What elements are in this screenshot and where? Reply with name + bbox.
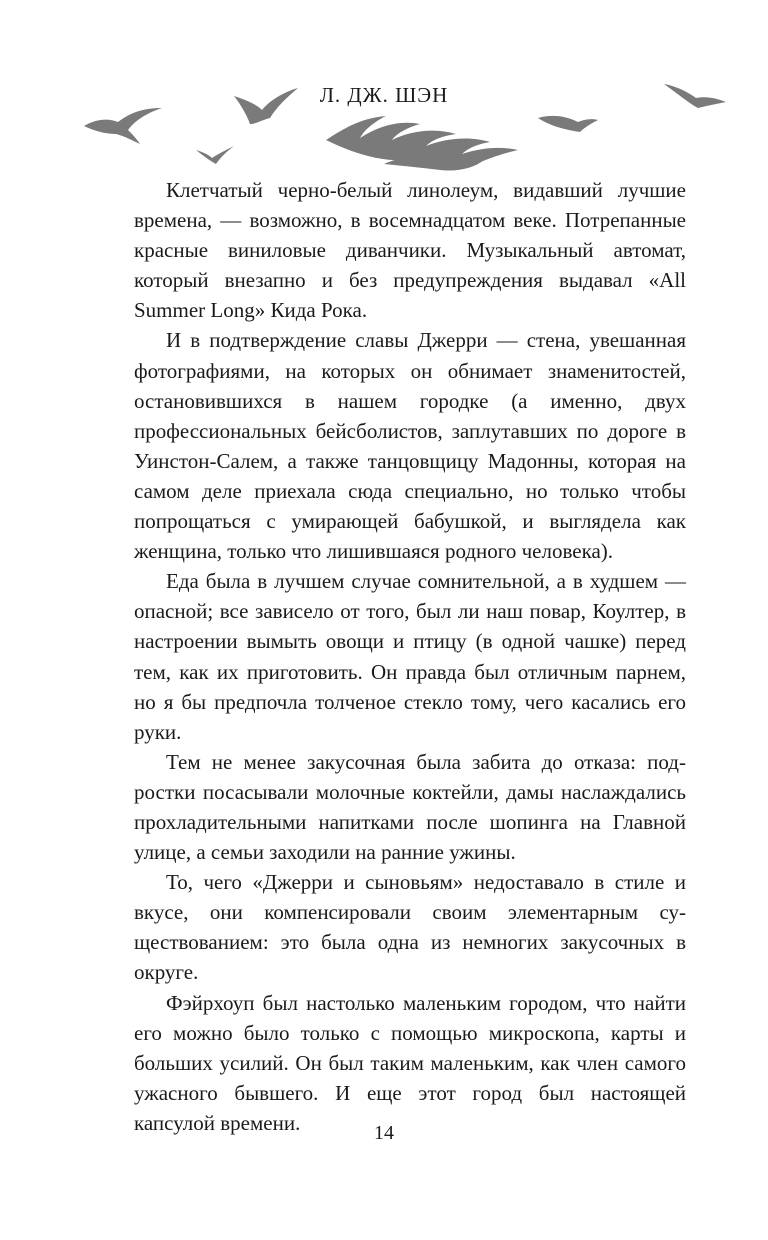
paragraph: Еда была в лучшем случае сомнительной, а в худшем — опасной; все зависело от того, был ли наш повар, Коултер, в настроении вымыть овощи и птицу (в одной чашке) перед тем, как их приготовить. Он правда был отличным парнем, но я бы предпочла толченое стекло тому, чего касались его руки.	[134, 569, 686, 744]
paragraph: Фэйрхоуп был настолько маленьким городом, что найти его можно было только с помощью микроскопа, карты и больших усилий. Он был таким маленьким, как член самого ужасного бывшего. И еще этот город был настоящей капсулой времени.	[134, 990, 686, 1135]
page-header	[0, 0, 768, 175]
seagull-icon	[538, 116, 598, 132]
paragraph: Клетчатый черно-белый линолеум, видавший лучшие времена, — возможно, в восемнадцатом веке. Потрепанные красные виниловые диванчики. Музыкальный автомат, который внезапно и без предупреждения выдавал «All Summer Long» Кида Рока.	[134, 178, 686, 323]
paragraph: Тем не менее закусочная была забита до отказа: подростки посасывали молочные коктейли, дамы наслаждались прохладительными напитками после шопинга на Главной улице, а семьи заходили на ранние ужины.	[134, 749, 686, 865]
seagull-icon	[196, 146, 234, 164]
paragraph: И в подтверждение славы Джерри — стена, увешанная фотографиями, на которых он обнимает знаменитостей, остановившихся в нашем городке (а именно, двух профессиональных бейсболистов, заплутавших по дороге в Уинстон-Салем, а также танцовщицу Мадонны, которая на самом деле приехала сюда специально, но только чтобы попрощаться с умирающей бабушкой, и выглядела как женщина, только что лишившаяся родного человека).	[134, 328, 686, 564]
running-head: Л. ДЖ. ШЭН	[319, 83, 449, 107]
body-text	[134, 175, 686, 1138]
page-number: 14	[374, 1122, 394, 1144]
paragraph: То, чего «Джерри и сыновьям» недоставало в стиле и вкусе, они компенсировали своим элементарным существованием: это была одна из немногих закусочных в округе.	[134, 870, 686, 985]
seagull-icon	[84, 108, 162, 144]
